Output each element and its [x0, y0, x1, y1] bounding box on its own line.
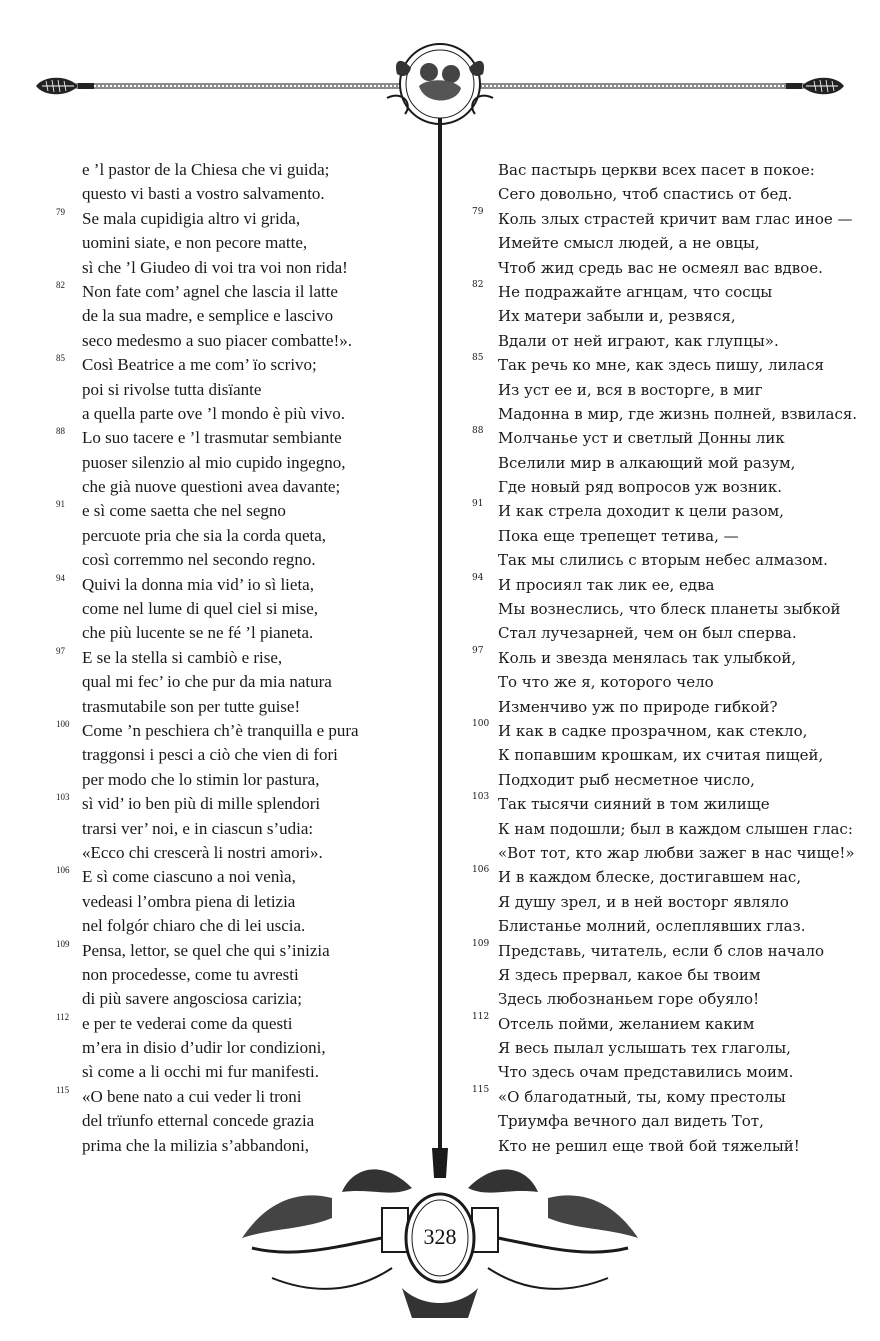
- verse-line: [56, 573, 428, 597]
- verse-text: Триумфа вечного дал видеть Тот,: [498, 1112, 764, 1131]
- verse-text: sì vid’ io ben più di mille splendori: [82, 794, 321, 814]
- verse-line: [472, 182, 842, 206]
- verse-text: К попавшим крошкам, их считая пищей,: [498, 746, 824, 765]
- verse-line: [472, 817, 853, 841]
- verse-text: Так тысячи сияний в том жилище: [498, 795, 770, 814]
- verse-text: Se mala cupidigia altro vi grida,: [82, 208, 301, 228]
- verse-text: percuote pria che sia la corda queta,: [82, 525, 327, 545]
- verse-text: Подходит рыб несметное число,: [498, 770, 755, 789]
- verse-line: [56, 207, 428, 231]
- verse-text: Что здесь очам представились моим.: [498, 1063, 794, 1082]
- verse-text: Come ’n peschiera ch’è tranquilla e pura: [82, 720, 359, 740]
- verse-line: [56, 499, 428, 523]
- verse-text: Коль злых страстей кричит вам глас иное —: [498, 209, 853, 228]
- verse-number: 106: [56, 865, 70, 876]
- verse-text: И как в садке прозрачном, как стекло,: [498, 721, 808, 740]
- verse-text: Представь, читатель, если б слов начало: [498, 941, 825, 960]
- verse-text: del trïunfo etternal concede grazia: [82, 1111, 315, 1131]
- verse-line: [472, 963, 842, 987]
- verse-line: [56, 841, 428, 865]
- verse-text: Их матери забыли и, резвяся,: [498, 307, 736, 326]
- italian-text-column: [56, 158, 428, 1158]
- verse-line: [56, 451, 428, 475]
- verse-text: «O bene nato a cui veder li troni: [82, 1086, 302, 1106]
- verse-text: Pensa, lettor, se quel che qui s’inizia: [82, 940, 330, 960]
- verse-text: Коль и звезда менялась так улыбкой,: [498, 648, 797, 667]
- verse-line: [56, 792, 428, 816]
- verse-text: Я весь пылал услышать тех глаголы,: [498, 1039, 791, 1058]
- verse-line: [472, 621, 842, 645]
- verse-line: [56, 597, 428, 621]
- verse-line: [56, 670, 428, 694]
- verse-line: [472, 597, 842, 621]
- verse-text: «О благодатный, ты, кому престолы: [498, 1087, 786, 1106]
- verse-text: a quella parte ove ’l mondo è più vivo.: [82, 403, 345, 423]
- verse-line: [472, 475, 842, 499]
- verse-line: [472, 426, 842, 450]
- verse-line: [56, 695, 428, 719]
- verse-line: [472, 1012, 842, 1036]
- verse-text: Мы вознеслись, что блеск планеты зыбкой: [498, 600, 841, 619]
- verse-line: [472, 231, 842, 255]
- central-column-divider: [438, 118, 442, 1158]
- verse-number: 82: [56, 279, 65, 290]
- verse-number: 79: [56, 206, 65, 217]
- verse-text: Стал лучезарней, чем он был сперва.: [498, 624, 797, 643]
- verse-line: [472, 792, 842, 816]
- verse-number: 97: [56, 645, 65, 656]
- cherub-medallion-ornament: [383, 38, 497, 130]
- verse-line: [56, 914, 428, 938]
- verse-line: [56, 548, 428, 572]
- verse-line: [472, 524, 842, 548]
- verse-line: [472, 158, 842, 182]
- verse-line: [472, 695, 842, 719]
- verse-line: [472, 1060, 842, 1084]
- right-finial-ornament: [786, 75, 846, 97]
- verse-text: Вселили мир в алкающий мой разум,: [498, 453, 796, 472]
- verse-line: [56, 743, 428, 767]
- verse-number: 115: [56, 1084, 70, 1095]
- verse-text: sì come a li occhi mi fur manifesti.: [82, 1062, 319, 1082]
- verse-text: Вас пастырь церкви всех пасет в покое:: [498, 161, 815, 179]
- verse-text: trasmutabile son per tutte guise!: [82, 696, 301, 716]
- verse-text: И просиял так лик ее, едва: [498, 575, 715, 594]
- verse-line: [472, 914, 842, 938]
- verse-line: [472, 865, 842, 889]
- verse-line: [56, 475, 428, 499]
- verse-text: uomini siate, e non pecore matte,: [82, 233, 308, 253]
- verse-text: «Ecco chi crescerà li nostri amori».: [82, 842, 323, 862]
- verse-line: [472, 304, 842, 328]
- verse-line: [472, 378, 842, 402]
- verse-line: [472, 402, 858, 426]
- verse-text: Из уст ее и, вся в восторге, в миг: [498, 380, 763, 399]
- verse-line: [472, 1036, 842, 1060]
- verse-text: non procedesse, come tu avresti: [82, 964, 299, 984]
- verse-number: 97: [472, 645, 484, 656]
- verse-line: [56, 158, 428, 182]
- verse-text: prima che la milizia s’abbandoni,: [82, 1135, 310, 1155]
- verse-text: E sì come ciascuno a noi venìa,: [82, 867, 296, 887]
- verse-text: così corremmo nel secondo regno.: [82, 550, 316, 570]
- verse-text: Non fate com’ agnel che lascia il latte: [82, 281, 338, 301]
- verse-line: [56, 329, 428, 353]
- verse-text: m’era in disio d’udir lor condizioni,: [82, 1038, 326, 1058]
- verse-text: Я здесь прервал, какое бы твоим: [498, 965, 761, 984]
- verse-text: Così Beatrice a me com’ ïo scrivo;: [82, 355, 317, 375]
- verse-line: [472, 670, 842, 694]
- verse-number: 100: [472, 718, 490, 729]
- verse-line: [56, 353, 428, 377]
- verse-text: Имейте смысл людей, а не овцы,: [498, 234, 760, 253]
- verse-number: 103: [472, 792, 490, 803]
- verse-number: 85: [472, 353, 484, 364]
- verse-line: [56, 939, 428, 963]
- verse-line: [472, 256, 842, 280]
- verse-text: di più savere angosciosa carizia;: [82, 989, 302, 1009]
- verse-text: Quivi la donna mia vid’ io sì lieta,: [82, 574, 314, 594]
- verse-number: 91: [472, 499, 484, 510]
- verse-line: [56, 304, 428, 328]
- verse-line: [472, 646, 842, 670]
- verse-text: К нам подошли; был в каждом слышен глас:: [498, 819, 853, 838]
- verse-line: [56, 963, 428, 987]
- verse-number: 109: [472, 938, 490, 949]
- verse-text: sì che ’l Giudeo di voi tra voi non rida!: [82, 257, 348, 277]
- verse-line: [472, 768, 842, 792]
- verse-line: [56, 719, 428, 743]
- verse-line: [56, 256, 428, 280]
- verse-text: Не подражайте агнцам, что сосцы: [498, 282, 773, 301]
- page-number: 328: [416, 1222, 464, 1252]
- verse-text: questo vi basti a vostro salvamento.: [82, 184, 325, 204]
- verse-line: [56, 1036, 428, 1060]
- verse-number: 82: [472, 279, 484, 290]
- verse-line: [472, 890, 842, 914]
- verse-line: [56, 621, 428, 645]
- verse-line: [56, 280, 428, 304]
- verse-text: Так речь ко мне, как здесь пишу, лилася: [498, 356, 824, 375]
- verse-text: vedeasi l’ombra piena di letizia: [82, 891, 296, 911]
- verse-line: [56, 1060, 428, 1084]
- verse-number: 106: [472, 865, 490, 876]
- verse-text: Мадонна в мир, где жизнь полней, взвилася.: [498, 404, 858, 423]
- verse-line: [472, 499, 842, 523]
- verse-text: Молчанье уст и светлый Донны лик: [498, 429, 785, 448]
- verse-number: 103: [56, 792, 70, 803]
- verse-line: [56, 524, 428, 548]
- verse-line: [56, 768, 428, 792]
- verse-number: 109: [56, 938, 70, 949]
- verse-line: [56, 1109, 428, 1133]
- verse-line: [56, 817, 428, 841]
- verse-text: de la sua madre, e semplice e lascivo: [82, 306, 334, 326]
- verse-number: 115: [472, 1084, 490, 1095]
- verse-text: per modo che lo stimin lor pastura,: [82, 769, 320, 789]
- verse-text: Изменчиво уж по природе гибкой?: [498, 697, 778, 716]
- verse-text: Сего довольно, чтоб спастись от бед.: [498, 185, 793, 204]
- russian-text-column: [472, 158, 858, 1158]
- verse-text: «Вот тот, кто жар любви зажег в нас чище!»: [498, 843, 855, 862]
- verse-text: Так мы слились с вторым небес алмазом.: [498, 551, 828, 570]
- left-finial-ornament: [34, 75, 94, 97]
- verse-line: [472, 743, 842, 767]
- verse-number: 112: [472, 1011, 490, 1022]
- verse-line: [472, 206, 853, 231]
- verse-line: [472, 329, 842, 353]
- verse-text: e per te vederai come da questi: [82, 1013, 293, 1033]
- verse-text: traggonsi i pesci a ciò che vien di fori: [82, 745, 338, 765]
- verse-number: 79: [472, 206, 484, 217]
- verse-text: Lo suo tacere e ’l trasmutar sembiante: [82, 428, 342, 448]
- verse-text: Кто не решил еще твой бой тяжелый!: [498, 1136, 800, 1155]
- verse-line: [472, 719, 842, 743]
- verse-text: che più lucente se ne fé ’l pianeta.: [82, 623, 314, 643]
- verse-line: [472, 451, 842, 475]
- verse-text: Блистанье молний, ослеплявших глаз.: [498, 917, 806, 936]
- verse-text: Где новый ряд вопросов уж возник.: [498, 478, 782, 497]
- verse-number: 91: [56, 499, 65, 510]
- verse-text: И как стрела доходит к цели разом,: [498, 502, 784, 521]
- verse-line: [472, 939, 842, 963]
- verse-line: [472, 1085, 842, 1109]
- verse-line: [56, 890, 428, 914]
- verse-text: e ’l pastor de la Chiesa che vi guida;: [82, 160, 330, 179]
- verse-line: [472, 841, 855, 865]
- verse-number: 88: [472, 426, 484, 437]
- verse-number: 112: [56, 1011, 70, 1022]
- verse-text: poi si rivolse tutta disïante: [82, 379, 262, 399]
- verse-number: 88: [56, 426, 65, 437]
- verse-text: Отсель пойми, желанием каким: [498, 1014, 755, 1033]
- verse-number: 94: [472, 572, 484, 583]
- verse-line: [56, 426, 428, 450]
- verse-text: Пока еще трепещет тетива, —: [498, 526, 739, 545]
- verse-line: [472, 548, 842, 572]
- verse-line: [472, 280, 842, 304]
- verse-line: [56, 987, 428, 1011]
- verse-text: qual mi fec’ io che pur da mia natura: [82, 672, 332, 692]
- verse-text: Здесь любознаньем горе обуяло!: [498, 990, 760, 1009]
- verse-text: nel folgór chiaro che di lei uscia.: [82, 916, 306, 936]
- verse-text: Я душу зрел, и в ней восторг являло: [498, 892, 789, 911]
- verse-text: Чтоб жид средь вас не осмеял вас вдвое.: [498, 258, 823, 277]
- verse-text: e sì come saetta che nel segno: [82, 501, 286, 521]
- verse-text: trarsi ver’ noi, e in ciascun s’udia:: [82, 818, 314, 838]
- verse-line: [472, 573, 842, 597]
- verse-text: То что же я, которого чело: [498, 673, 714, 692]
- verse-line: [56, 402, 428, 426]
- verse-text: come nel lume di quel ciel si mise,: [82, 599, 319, 619]
- verse-number: 94: [56, 572, 65, 583]
- verse-line: [56, 378, 428, 402]
- verse-line: [56, 231, 428, 255]
- verse-line: [56, 1085, 428, 1109]
- verse-line: [56, 865, 428, 889]
- verse-text: Вдали от ней играют, как глупцы».: [498, 331, 779, 350]
- verse-line: [472, 1109, 842, 1133]
- verse-text: И в каждом блеске, достигавшем нас,: [498, 868, 802, 887]
- verse-number: 85: [56, 353, 65, 364]
- verse-line: [56, 1012, 428, 1036]
- verse-text: che già nuove questioni avea davante;: [82, 477, 341, 497]
- verse-line: [472, 353, 842, 377]
- verse-line: [56, 646, 428, 670]
- verse-line: [56, 182, 428, 206]
- verse-number: 100: [56, 718, 70, 729]
- verse-text: seco medesmo a suo piacer combatte!».: [82, 330, 353, 350]
- verse-line: [472, 987, 842, 1011]
- verse-text: E se la stella si cambiò e rise,: [82, 647, 283, 667]
- verse-text: puoser silenzio al mio cupido ingegno,: [82, 452, 346, 472]
